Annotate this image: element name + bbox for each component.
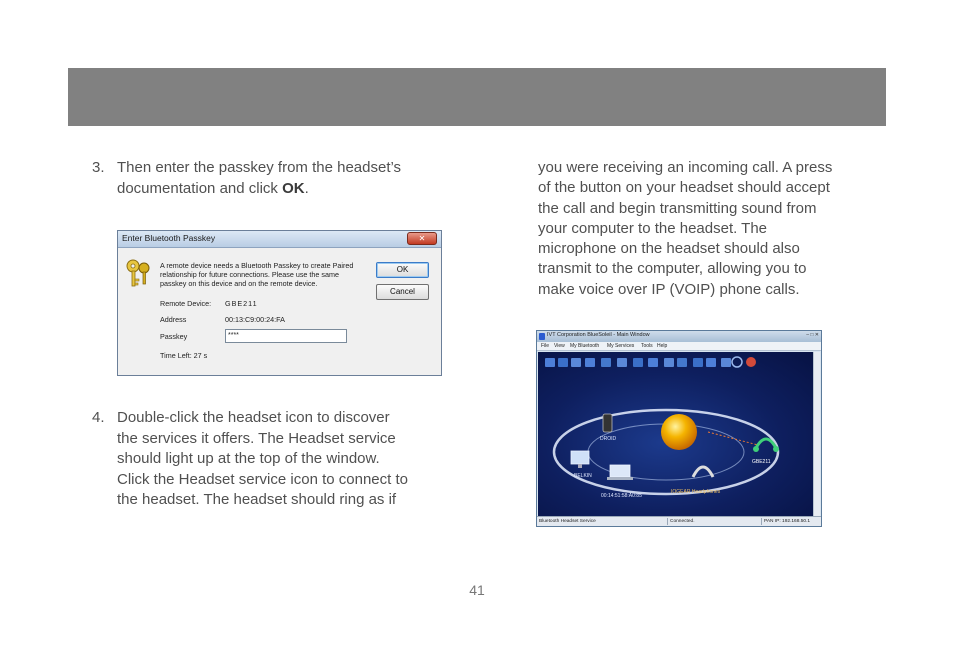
device-label-computer: BELKIN	[574, 473, 592, 479]
step-line: Double-click the headset icon to discover	[117, 409, 390, 426]
computer-icon-stand	[578, 464, 582, 468]
window-controls[interactable]: – □ ✕	[806, 332, 819, 338]
menu-view[interactable]: View	[554, 343, 565, 349]
service-icon[interactable]	[648, 358, 658, 367]
phone-icon[interactable]	[603, 414, 612, 432]
passkey-dialog	[117, 230, 442, 376]
laptop-icon[interactable]	[610, 465, 630, 477]
service-icon[interactable]	[545, 358, 555, 367]
paragraph-line: the call and begin transmitting sound from	[538, 199, 817, 217]
remote-device-value: GBE211	[225, 299, 258, 308]
service-icon[interactable]	[664, 358, 674, 367]
step-line: should light up at the top of the window.	[117, 450, 380, 467]
service-icon[interactable]	[617, 358, 627, 367]
headset-service-icon[interactable]	[746, 357, 756, 367]
paragraph-line: transmit to the computer, allowing you to	[538, 260, 807, 278]
headset-icon-ear	[773, 446, 779, 452]
page-number: 41	[469, 582, 485, 598]
bluesoleil-window	[536, 330, 822, 527]
step-text	[117, 158, 401, 199]
service-icon[interactable]	[585, 358, 595, 367]
device-label-address: 00:14:51:58:A0:85	[601, 493, 642, 499]
service-icon[interactable]	[633, 358, 643, 367]
device-label-headphones: IOGEAR Headphones	[671, 489, 721, 495]
menu-bar	[537, 342, 821, 351]
status-divider	[667, 518, 668, 525]
continuation-paragraph	[538, 158, 878, 300]
step-line-suffix: .	[304, 179, 309, 197]
service-icon[interactable]	[601, 358, 611, 367]
step-line	[117, 179, 401, 200]
paragraph-line: make voice over IP (VOIP) phone calls.	[538, 280, 800, 298]
paragraph-line: of the button on your headset should accept	[538, 179, 830, 197]
bluesoleil-title-bar	[537, 331, 821, 342]
key-icon	[124, 258, 152, 288]
address-label: Address	[160, 315, 187, 324]
passkey-input[interactable]: ****	[225, 329, 347, 343]
step-line: the headset. The headset should ring as if	[117, 491, 397, 508]
headset-icon-ear	[753, 446, 759, 452]
headset-service-icon[interactable]	[732, 357, 742, 367]
service-icon[interactable]	[721, 358, 731, 367]
step-line-prefix: documentation and click	[117, 179, 283, 197]
menu-help[interactable]: Help	[657, 343, 668, 349]
device-label-phone: DROID	[600, 436, 617, 442]
service-icon[interactable]	[558, 358, 568, 367]
vertical-scrollbar[interactable]	[813, 352, 820, 517]
step-line: the services it offers. The Headset service	[117, 429, 396, 447]
laptop-icon-base	[607, 477, 633, 480]
header-bar	[68, 68, 886, 126]
dialog-title: Enter Bluetooth Passkey	[122, 233, 216, 243]
message-line: relationship for future connections. Please use the same	[160, 270, 339, 279]
device-map	[538, 352, 814, 517]
bluesoleil-title: IVT Corporation BlueSoleil - Main Window	[547, 332, 650, 338]
menu-tools[interactable]: Tools	[641, 343, 653, 349]
time-left: Time Left: 27 s	[160, 351, 208, 360]
service-icon[interactable]	[677, 358, 687, 367]
service-icon[interactable]	[706, 358, 716, 367]
ok-button[interactable]: OK	[376, 262, 429, 278]
step-4	[92, 408, 462, 512]
menu-my-bluetooth[interactable]: My Bluetooth	[570, 343, 600, 349]
ok-emphasis: OK	[282, 179, 305, 197]
device-map-graphic	[538, 352, 814, 517]
status-pan-ip: PAN IP: 192.168.50.1	[764, 519, 811, 524]
dialog-message	[160, 261, 372, 288]
passkey-label: Passkey	[160, 332, 188, 341]
step-number: 3.	[92, 159, 105, 176]
step-line: Click the Headset service icon to connect to	[117, 470, 408, 488]
message-line: A remote device needs a Bluetooth Passkey to create Paired	[160, 261, 354, 270]
service-icons	[545, 357, 756, 367]
step-line: Then enter the passkey from the headset’s	[117, 159, 402, 176]
address-value: 00:13:C9:00:24:FA	[225, 315, 285, 324]
status-service: Bluetooth Headset Service	[539, 519, 596, 524]
service-icon[interactable]	[693, 358, 703, 367]
computer-icon[interactable]	[571, 451, 589, 464]
status-divider	[761, 518, 762, 525]
dialog-title-bar	[118, 231, 441, 248]
message-line: passkey on this device and on the remote device.	[160, 279, 318, 288]
menu-file[interactable]: File	[541, 343, 550, 349]
local-device-orb[interactable]	[661, 414, 697, 450]
remote-device-label: Remote Device:	[160, 299, 212, 308]
status-bar	[537, 516, 821, 526]
cancel-button[interactable]: Cancel	[376, 284, 429, 300]
menu-my-services[interactable]: My Services	[607, 343, 635, 349]
step-3	[92, 158, 452, 200]
paragraph-line: you were receiving an incoming call. A press	[538, 159, 833, 176]
connection-line	[708, 432, 758, 445]
device-label-headset: GBE211	[752, 459, 771, 465]
status-state: Connected.	[670, 519, 695, 524]
paragraph-line: your computer to the headset. The	[538, 219, 768, 237]
step-text	[117, 408, 408, 511]
paragraph-line: microphone on the headset should also	[538, 240, 800, 258]
service-icon[interactable]	[571, 358, 581, 367]
close-button[interactable]: ✕	[407, 232, 437, 245]
step-number: 4.	[92, 409, 105, 426]
bluetooth-icon	[539, 333, 545, 340]
